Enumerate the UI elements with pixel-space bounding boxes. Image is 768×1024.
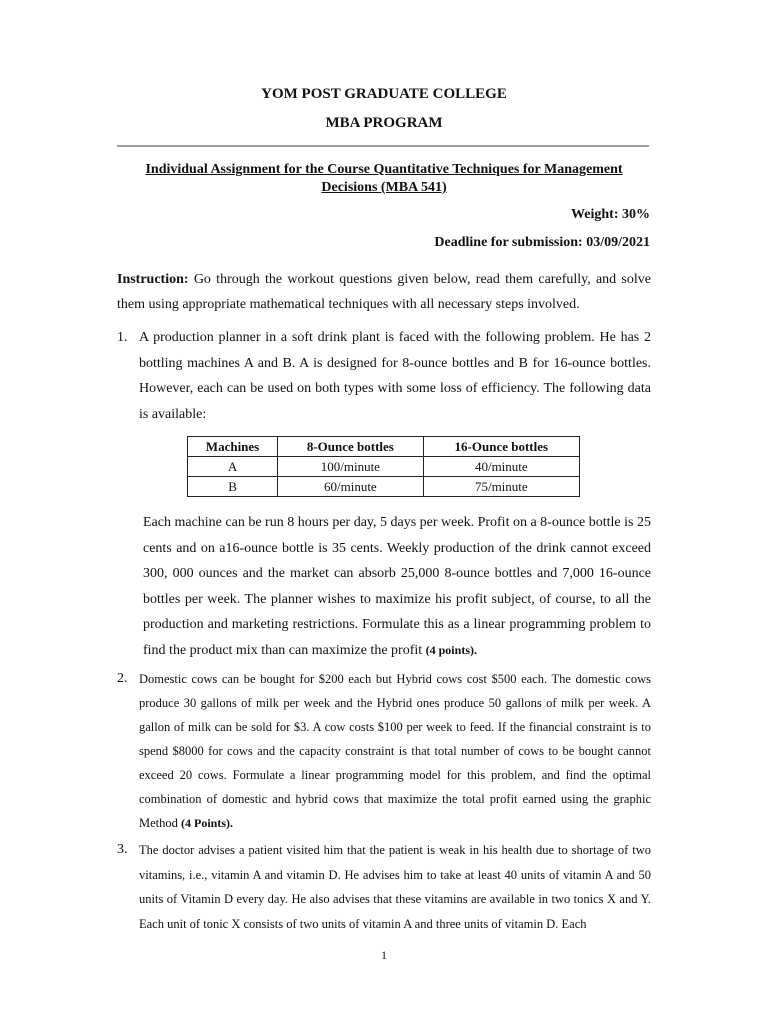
question-1-points: (4 points). (425, 642, 477, 657)
question-1-continuation (143, 510, 651, 663)
header-divider (117, 145, 649, 147)
program-name: MBA PROGRAM (325, 115, 443, 131)
table-header-row (188, 437, 580, 457)
table-cell: 75/minute (423, 477, 579, 497)
question-1-number: 1. (117, 330, 128, 345)
question-2 (117, 667, 651, 835)
question-2-body (139, 667, 651, 835)
instruction-paragraph (117, 267, 651, 317)
table-header-cell: 8-Ounce bottles (278, 437, 424, 457)
question-1-continuation-text: Each machine can be run 8 hours per day, 5 days per week. Profit on a 8-ounce bottle is 25 cents and on a16-ounce bottle is 35 cents. Weekly production of the drink cannot exceed 300, 000 ounces and the market can absorb 25,000 8-ounce bottles and 7,000 16-ounce bottles per week. The planner wishes to maximize his profit subject, of course, to all the production and marketing restrictions. Formulate this as a linear programming problem to find the product mix than can maximize the profit (143, 515, 651, 658)
question-2-number: 2. (117, 671, 128, 686)
assignment-title: Individual Assignment for the Course Quantitative Techniques for Management Decisions (MBA 541) (145, 162, 623, 195)
table-header-cell: Machines (188, 437, 278, 457)
deadline-label: Deadline for submission: 03/09/2021 (434, 235, 650, 250)
table-row (188, 457, 580, 477)
question-2-points: (4 Points). (181, 816, 234, 830)
college-name: YOM POST GRADUATE COLLEGE (261, 86, 507, 102)
table-cell: B (188, 477, 278, 497)
table-cell: 60/minute (278, 477, 424, 497)
weight-label: Weight: 30% (571, 207, 650, 222)
question-3-text: The doctor advises a patient visited him that the patient is weak in his health due to shortage of two vitamins, i.e., vitamin A and vitamin D. He advises him to take at least 40 units of vitamin A and 50 units of Vitamin D every day. He also advises that these vitamins are available in two tonics X and Y. Each unit of tonic X consists of two units of vitamin A and three units of vitamin D. Each (139, 843, 651, 931)
question-1 (117, 325, 651, 427)
question-3-number: 3. (117, 842, 128, 857)
table-cell: 100/minute (278, 457, 424, 477)
question-3 (117, 838, 651, 936)
question-2-text: Domestic cows can be bought for $200 each but Hybrid cows cost $500 each. The domestic cows produce 30 gallons of milk per week and the Hybrid ones produce 50 gallons of milk per week. A gallon of milk can be sold for $3. A cow costs $100 per week to feed. If the financial constraint is to spend $8000 for cows and the capacity constraint is that total number of cows to be bought cannot exceed 20 cows. Formulate a linear programming model for this problem, and find the optimal combination of domestic and hybrid cows that maximize the total profit earned using the graphic Method (139, 672, 651, 830)
machine-data-table (187, 436, 580, 497)
question-1-intro: A production planner in a soft drink plant is faced with the following problem. He has 2 bottling machines A and B. A is designed for 8-ounce bottles and B for 16-ounce bottles. However, each can be used on both types with some loss of efficiency. The following data is available: (139, 330, 651, 422)
instruction-text: Go through the workout questions given below, read them carefully, and solve them using appropriate mathematical techniques with all necessary steps involved. (117, 272, 651, 312)
page-number: 1 (381, 948, 387, 962)
table-header-cell: 16-Ounce bottles (423, 437, 579, 457)
table-row (188, 477, 580, 497)
table-cell: 40/minute (423, 457, 579, 477)
table-cell: A (188, 457, 278, 477)
instruction-label: Instruction: (117, 272, 189, 287)
